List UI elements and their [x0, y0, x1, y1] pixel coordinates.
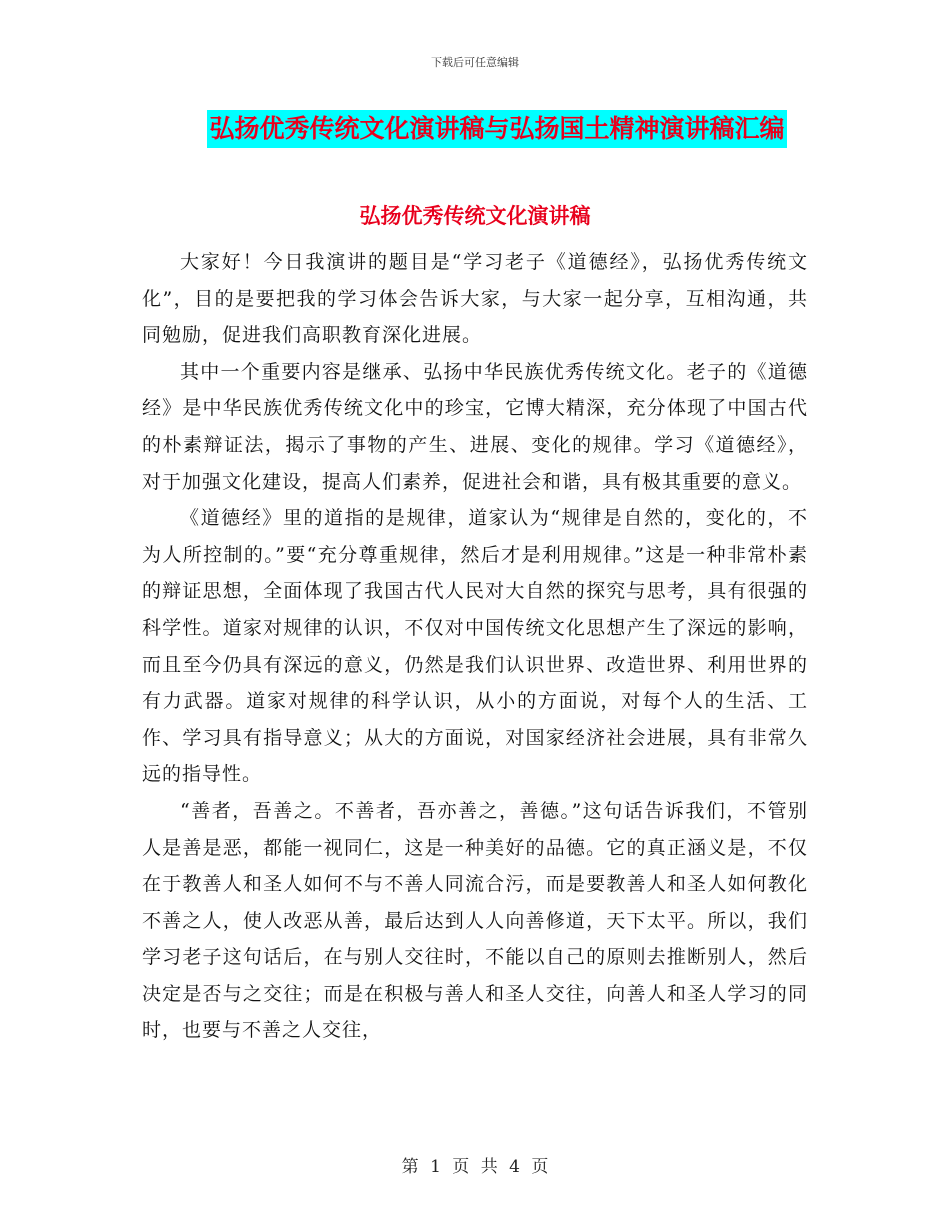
page-number-footer: 第 1 页 共 4 页 — [401, 1157, 549, 1177]
document-title: 弘扬优秀传统文化演讲稿与弘扬国土精神演讲稿汇编 — [207, 110, 786, 148]
header-note: 下载后可任意编辑 — [431, 56, 519, 69]
paragraph: 《道德经》里的道指的是规律，道家认为“规律是自然的，变化的，不为人所控制的。”要“充分尊重规律，然后才是利用规律。”这是一种非常朴素的辩证思想，全面体现了我国古代人民对大自然的探究与思考，具有很强的科学性。道家对规律的认识，不仅对中国传统文化思想产生了深远的影响，而且至今仍具有深远的意义，仍然是我们认识世界、改造世界、利用世界的有力武器。道家对规律的科学认识，从小的方面说，对每个人的生活、工作、学习具有指导意义；从大的方面说，对国家经济社会进展，具有非常久远的指导性。 — [142, 507, 808, 786]
paragraph: “善者，吾善之。不善者，吾亦善之，善德。”这句话告诉我们，不管别人是善是恶，都能一视同仁，这是一种美好的品德。它的真正涵义是，不仅在于教善人和圣人如何不与不善人同流合污，而是要教善人和圣人如何教化不善之人，使人改恶从善，最后达到人人向善修道，天下太平。所以，我们学习老子这句话后，在与别人交往时，不能以自己的原则去推断别人，然后决定是否与之交往；而是在积极与善人和圣人交往，向善人和圣人学习的同时，也要与不善之人交往， — [142, 799, 808, 1042]
paragraph: 大家好！今日我演讲的题目是“学习老子《道德经》，弘扬优秀传统文化”，目的是要把我的学习体会告诉大家，与大家一起分享，互相沟通，共同勉励，促进我们高职教育深化进展。 — [142, 251, 808, 347]
document-title-container — [0, 110, 950, 148]
paragraph: 其中一个重要内容是继承、弘扬中华民族优秀传统文化。老子的《道德经》是中华民族优秀传统文化中的珍宝，它博大精深，充分体现了中国古代的朴素辩证法，揭示了事物的产生、进展、变化的规律。学习《道德经》，对于加强文化建设，提高人们素养，促进社会和谐，具有极其重要的意义。 — [142, 360, 808, 493]
section-title: 弘扬优秀传统文化演讲稿 — [359, 204, 591, 228]
document-body — [142, 244, 808, 1049]
